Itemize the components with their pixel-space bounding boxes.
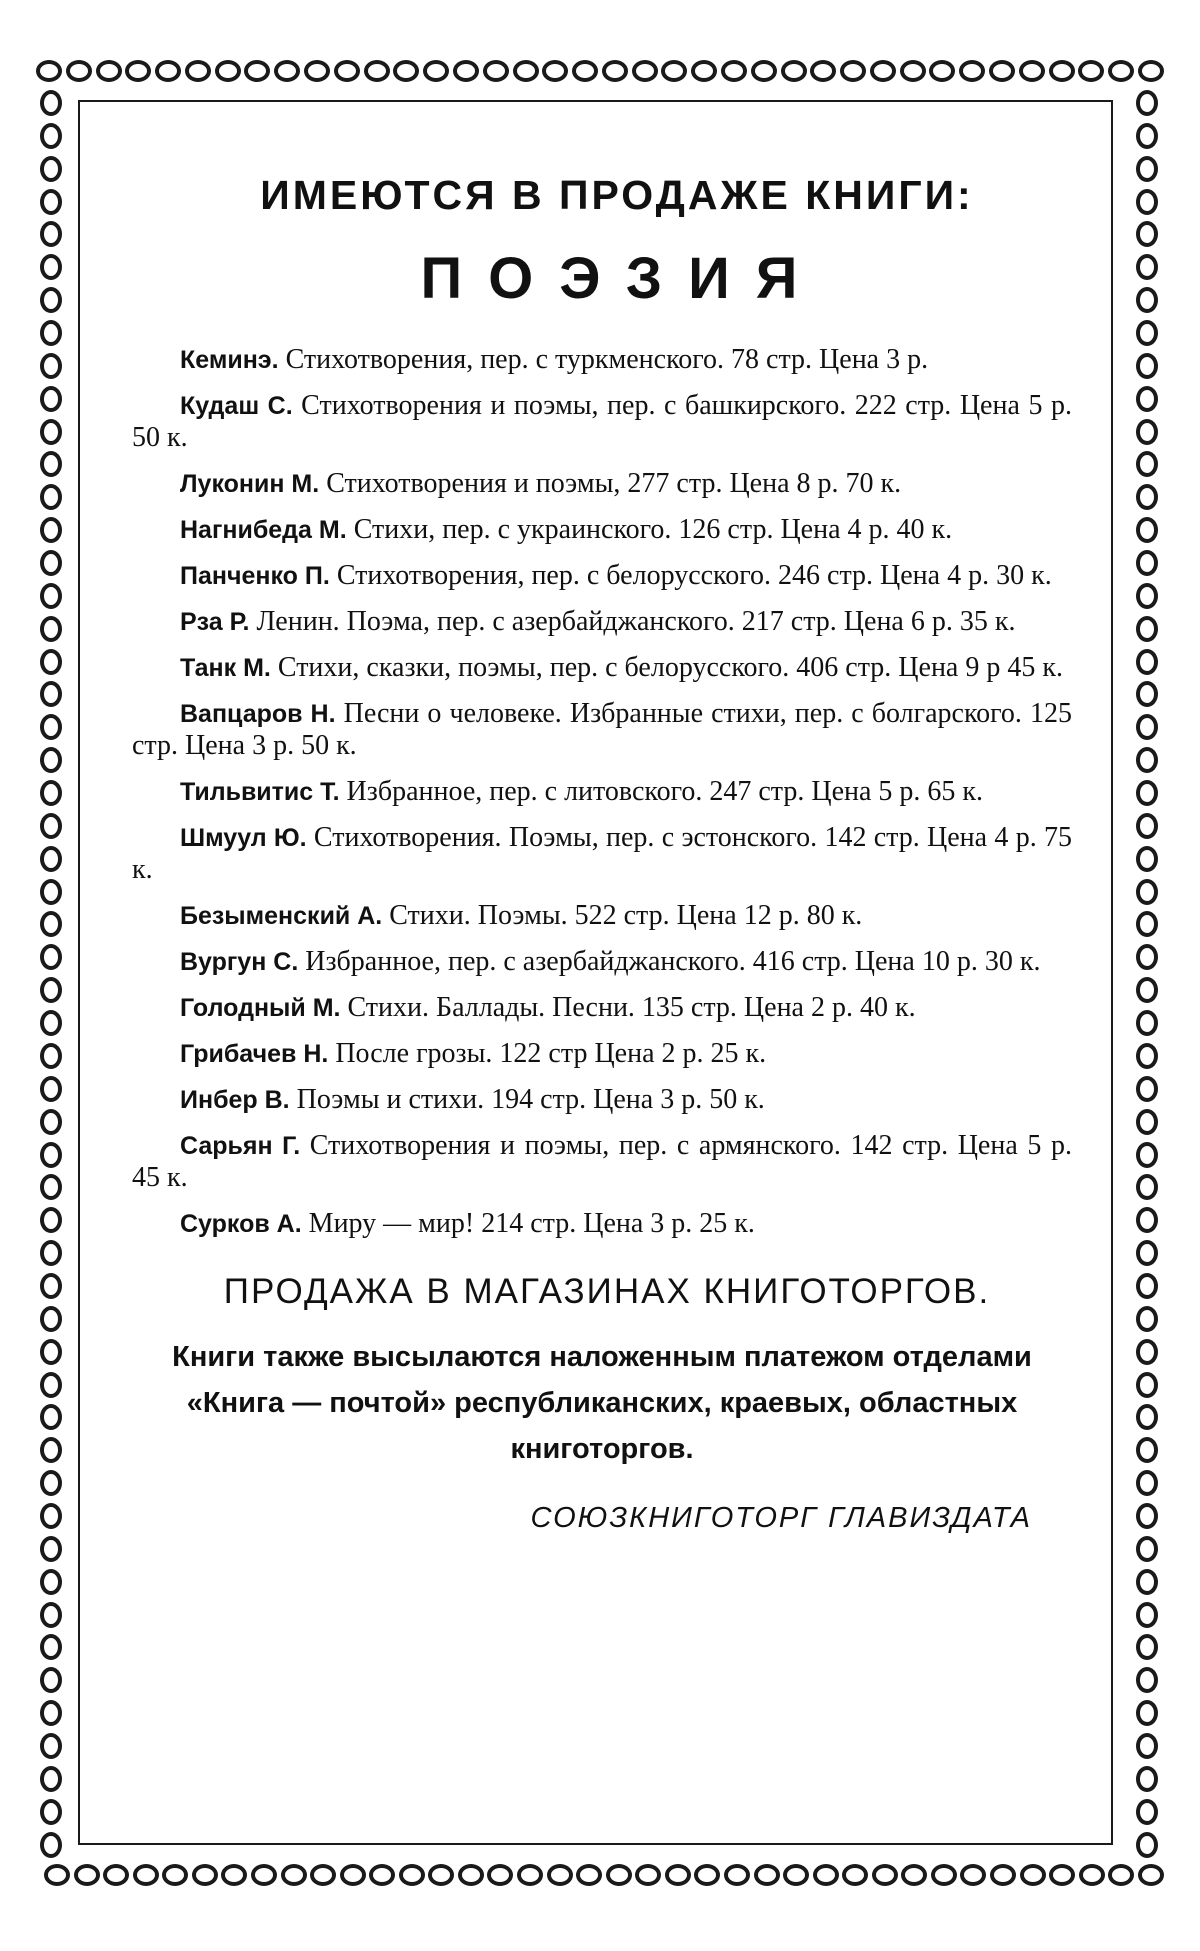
chain-link	[1136, 714, 1158, 740]
chain-link	[40, 550, 62, 576]
chain-link	[1136, 353, 1158, 379]
chain-link	[215, 60, 241, 82]
chain-link	[1136, 747, 1158, 773]
book-entry	[132, 468, 1072, 500]
chain-link	[960, 1864, 986, 1886]
chain-link	[40, 123, 62, 149]
chain-link	[721, 60, 747, 82]
chain-link	[40, 649, 62, 675]
book-description: Стихотворения, пер. с белорусского. 246 стр. Цена 4 р. 30 к.	[329, 560, 1052, 591]
chain-link	[40, 1602, 62, 1628]
chain-link	[251, 1864, 277, 1886]
chain-link	[1136, 254, 1158, 280]
chain-link	[281, 1864, 307, 1886]
book-entry	[132, 946, 1072, 978]
book-author: Кудаш С.	[180, 392, 293, 420]
chain-link	[40, 1832, 62, 1858]
book-entry	[132, 344, 1072, 376]
book-author: Вургун С.	[180, 948, 299, 976]
chain-link	[40, 1700, 62, 1726]
chain-link	[1136, 1634, 1158, 1660]
chain-link	[547, 1864, 573, 1886]
book-author: Голодный М.	[180, 994, 341, 1022]
chain-link	[40, 1437, 62, 1463]
chain-link	[40, 1109, 62, 1135]
chain-link	[369, 1864, 395, 1886]
chain-link	[40, 1306, 62, 1332]
chain-link	[40, 517, 62, 543]
chain-link	[724, 1864, 750, 1886]
chain-link	[1136, 1470, 1158, 1496]
chain-link	[1049, 1864, 1075, 1886]
chain-link	[40, 583, 62, 609]
book-author: Сарьян Г.	[180, 1132, 301, 1160]
chain-link	[185, 60, 211, 82]
book-description: После грозы. 122 стр Цена 2 р. 25 к.	[328, 1038, 767, 1069]
book-entry	[132, 822, 1072, 886]
chain-link	[44, 1864, 70, 1886]
chain-link	[1136, 1569, 1158, 1595]
chain-link	[1108, 60, 1134, 82]
chain-link	[842, 1864, 868, 1886]
chain-link	[632, 60, 658, 82]
chain-link	[1136, 221, 1158, 247]
chain-link	[1136, 1273, 1158, 1299]
chain-link	[1136, 813, 1158, 839]
book-list	[132, 344, 1072, 1240]
book-description: Стихотворения, пер. с туркменского. 78 стр. Цена 3 р.	[278, 344, 929, 375]
chain-link	[665, 1864, 691, 1886]
chain-link	[572, 60, 598, 82]
chain-link	[517, 1864, 543, 1886]
chain-link	[1136, 977, 1158, 1003]
chain-link	[989, 60, 1015, 82]
chain-link	[310, 1864, 336, 1886]
chain-link	[661, 60, 687, 82]
chain-link	[1136, 1437, 1158, 1463]
book-entry	[132, 992, 1072, 1024]
chain-link	[453, 60, 479, 82]
book-author: Кеминэ.	[180, 346, 279, 374]
book-description: Стихотворения и поэмы, пер. с башкирского. 222 стр. Цена 5 р. 50 к.	[132, 390, 1072, 453]
chain-link	[1020, 1864, 1046, 1886]
chain-link	[1136, 846, 1158, 872]
chain-link	[40, 1043, 62, 1069]
chain-link	[40, 1569, 62, 1595]
chain-link	[40, 1010, 62, 1036]
chain-link	[1136, 616, 1158, 642]
book-description: Ленин. Поэма, пер. с азербайджанского. 217 стр. Цена 6 р. 35 к.	[249, 606, 1016, 637]
chain-link	[40, 1273, 62, 1299]
chain-link	[36, 60, 62, 82]
chain-link	[40, 90, 62, 116]
chain-link	[751, 60, 777, 82]
chain-link	[1136, 879, 1158, 905]
chain-link	[40, 1733, 62, 1759]
chain-link	[1136, 1503, 1158, 1529]
chain-link	[66, 60, 92, 82]
book-description: Песни о человеке. Избранные стихи, пер. с болгарского. 125 стр. Цена 3 р. 50 к.	[132, 698, 1072, 761]
chain-link	[1136, 386, 1158, 412]
chain-link	[40, 451, 62, 477]
book-description: Миру — мир! 214 стр. Цена 3 р. 25 к.	[301, 1208, 755, 1239]
chain-link	[1136, 911, 1158, 937]
chain-link	[40, 221, 62, 247]
chain-link	[40, 1634, 62, 1660]
chain-link	[783, 1864, 809, 1886]
chain-link	[691, 60, 717, 82]
chain-link	[334, 60, 360, 82]
chain-link	[1136, 1142, 1158, 1168]
chain-link	[1136, 1306, 1158, 1332]
chain-link	[40, 484, 62, 510]
chain-link	[1136, 287, 1158, 313]
mail-order-notice: Книги также высылаются наложенным платежом отделами «Книга — почтой» республиканских, краевых, областных книготоргов.	[172, 1341, 1032, 1465]
book-author: Безыменский А.	[180, 902, 383, 930]
chain-link	[40, 1372, 62, 1398]
chain-link	[155, 60, 181, 82]
chain-link	[74, 1864, 100, 1886]
chain-link	[40, 714, 62, 740]
chain-link	[393, 60, 419, 82]
chain-link	[40, 1207, 62, 1233]
chain-link	[40, 353, 62, 379]
book-entry	[132, 698, 1072, 762]
book-description: Стихи, пер. с украинского. 126 стр. Цена 4 р. 40 к.	[346, 514, 953, 545]
chain-link	[754, 1864, 780, 1886]
chain-link	[576, 1864, 602, 1886]
book-entry	[132, 390, 1072, 454]
chain-link	[1108, 1864, 1134, 1886]
chain-link	[274, 60, 300, 82]
book-entry	[132, 1130, 1072, 1194]
chain-link	[513, 60, 539, 82]
chain-link	[40, 320, 62, 346]
chain-link	[635, 1864, 661, 1886]
chain-link	[340, 1864, 366, 1886]
book-description: Стихи. Поэмы. 522 стр. Цена 12 р. 80 к.	[382, 900, 863, 931]
chain-link	[40, 681, 62, 707]
chain-link	[40, 813, 62, 839]
chain-link	[1136, 1799, 1158, 1825]
chain-link	[399, 1864, 425, 1886]
chain-link	[40, 1536, 62, 1562]
chain-link	[487, 1864, 513, 1886]
sale-notice: ПРОДАЖА В МАГАЗИНАХ КНИГОТОРГОВ.	[223, 1272, 991, 1311]
chain-link	[40, 780, 62, 806]
book-entry	[132, 652, 1072, 684]
chain-link	[1136, 90, 1158, 116]
book-description: Стихи, сказки, поэмы, пер. с белорусского. 406 стр. Цена 9 р 45 к.	[270, 652, 1063, 683]
book-entry	[132, 1208, 1072, 1240]
chain-link	[244, 60, 270, 82]
chain-link	[929, 60, 955, 82]
chain-link	[40, 1142, 62, 1168]
chain-link	[1019, 60, 1045, 82]
chain-link	[1136, 1339, 1158, 1365]
chain-link	[1136, 156, 1158, 182]
chain-link	[103, 1864, 129, 1886]
chain-link	[40, 616, 62, 642]
book-entry	[132, 606, 1072, 638]
chain-link	[423, 60, 449, 82]
publisher-signature: СОЮЗКНИГОТОРГ ГЛАВИЗДАТА	[530, 1502, 1032, 1534]
chain-link	[40, 1799, 62, 1825]
chain-link	[40, 287, 62, 313]
chain-link	[40, 1470, 62, 1496]
chain-link	[1138, 60, 1164, 82]
book-author: Вапцаров Н.	[180, 700, 336, 728]
book-entry	[132, 1084, 1072, 1116]
chain-link	[901, 1864, 927, 1886]
book-author: Грибачев Н.	[180, 1040, 329, 1068]
chain-link	[40, 254, 62, 280]
chain-link	[40, 944, 62, 970]
book-description: Стихи. Баллады. Песни. 135 стр. Цена 2 р. 40 к.	[340, 992, 916, 1023]
chain-link	[606, 1864, 632, 1886]
chain-link	[1136, 583, 1158, 609]
chain-link	[1136, 1602, 1158, 1628]
book-author: Луконин М.	[180, 470, 320, 498]
chain-link	[1136, 1733, 1158, 1759]
chain-link	[872, 1864, 898, 1886]
book-description: Стихотворения и поэмы, 277 стр. Цена 8 р. 70 к.	[319, 468, 902, 499]
chain-link	[1136, 780, 1158, 806]
content	[132, 150, 1072, 1535]
chain-link	[542, 60, 568, 82]
book-description: Поэмы и стихи. 194 стр. Цена 3 р. 50 к.	[289, 1084, 765, 1115]
book-description: Стихотворения и поэмы, пер. с армянского. 142 стр. Цена 5 р. 45 к.	[132, 1130, 1072, 1193]
chain-link	[1136, 649, 1158, 675]
chain-link	[40, 747, 62, 773]
book-author: Тильвитис Т.	[180, 778, 340, 806]
book-author: Нагнибеда М.	[180, 516, 347, 544]
chain-link	[40, 977, 62, 1003]
chain-link	[40, 189, 62, 215]
book-description: Избранное, пер. с азербайджанского. 416 стр. Цена 10 р. 30 к.	[298, 946, 1041, 977]
chain-link	[40, 1339, 62, 1365]
chain-link	[1136, 1832, 1158, 1858]
book-author: Инбер В.	[180, 1086, 290, 1114]
chain-link	[1136, 1207, 1158, 1233]
book-entry	[132, 1038, 1072, 1070]
chain-link	[1136, 550, 1158, 576]
chain-link	[428, 1864, 454, 1886]
chain-link	[1136, 320, 1158, 346]
book-description: Стихотворения. Поэмы, пер. с эстонского. 142 стр. Цена 4 р. 75 к.	[132, 822, 1072, 885]
chain-border-right	[1132, 90, 1162, 1858]
chain-link	[602, 60, 628, 82]
section-title: ПОЭЗИЯ	[420, 246, 824, 311]
chain-link	[1136, 1766, 1158, 1792]
chain-link	[1136, 1536, 1158, 1562]
chain-link	[1136, 189, 1158, 215]
chain-link	[40, 1503, 62, 1529]
book-entry	[132, 560, 1072, 592]
chain-link	[1136, 1109, 1158, 1135]
book-description: Избранное, пер. с литовского. 247 стр. Цена 5 р. 65 к.	[339, 776, 984, 807]
book-author: Сурков А.	[180, 1210, 302, 1238]
chain-link	[870, 60, 896, 82]
chain-link	[162, 1864, 188, 1886]
chain-link	[1136, 419, 1158, 445]
chain-link	[40, 419, 62, 445]
chain-link	[1136, 1404, 1158, 1430]
chain-link	[1136, 1043, 1158, 1069]
chain-border-bottom	[44, 1860, 1164, 1890]
chain-link	[959, 60, 985, 82]
chain-link	[40, 1766, 62, 1792]
chain-link	[1136, 1700, 1158, 1726]
chain-link	[40, 846, 62, 872]
book-author: Рза Р.	[180, 608, 250, 636]
chain-link	[1078, 60, 1104, 82]
chain-link	[1049, 60, 1075, 82]
page-heading: ИМЕЮТСЯ В ПРОДАЖЕ КНИГИ:	[260, 172, 974, 218]
chain-link	[40, 1667, 62, 1693]
book-author: Панченко П.	[180, 562, 330, 590]
chain-border-left	[36, 90, 66, 1858]
chain-link	[1136, 681, 1158, 707]
chain-link	[96, 60, 122, 82]
book-entry	[132, 514, 1072, 546]
chain-link	[990, 1864, 1016, 1886]
chain-link	[40, 1240, 62, 1266]
book-entry	[132, 776, 1072, 808]
chain-link	[125, 60, 151, 82]
chain-link	[1136, 944, 1158, 970]
chain-link	[192, 1864, 218, 1886]
chain-link	[1136, 1076, 1158, 1102]
chain-link	[1136, 123, 1158, 149]
chain-link	[840, 60, 866, 82]
chain-link	[483, 60, 509, 82]
chain-link	[781, 60, 807, 82]
chain-link	[40, 1404, 62, 1430]
chain-link	[40, 1076, 62, 1102]
chain-link	[810, 60, 836, 82]
chain-link	[304, 60, 330, 82]
book-author: Танк М.	[180, 654, 271, 682]
chain-link	[931, 1864, 957, 1886]
chain-link	[40, 879, 62, 905]
book-entry	[132, 900, 1072, 932]
chain-link	[364, 60, 390, 82]
chain-link	[133, 1864, 159, 1886]
chain-link	[40, 386, 62, 412]
chain-link	[40, 1174, 62, 1200]
chain-link	[1136, 1010, 1158, 1036]
chain-link	[458, 1864, 484, 1886]
chain-link	[1136, 517, 1158, 543]
chain-link	[1079, 1864, 1105, 1886]
chain-link	[40, 911, 62, 937]
chain-link	[1138, 1864, 1164, 1886]
chain-link	[221, 1864, 247, 1886]
chain-link	[1136, 1174, 1158, 1200]
chain-link	[1136, 451, 1158, 477]
chain-link	[40, 156, 62, 182]
chain-link	[1136, 484, 1158, 510]
chain-link	[1136, 1372, 1158, 1398]
chain-link	[900, 60, 926, 82]
chain-link	[1136, 1240, 1158, 1266]
chain-link	[813, 1864, 839, 1886]
chain-link	[694, 1864, 720, 1886]
book-author: Шмуул Ю.	[180, 824, 307, 852]
chain-border-top	[36, 56, 1164, 86]
chain-link	[1136, 1667, 1158, 1693]
